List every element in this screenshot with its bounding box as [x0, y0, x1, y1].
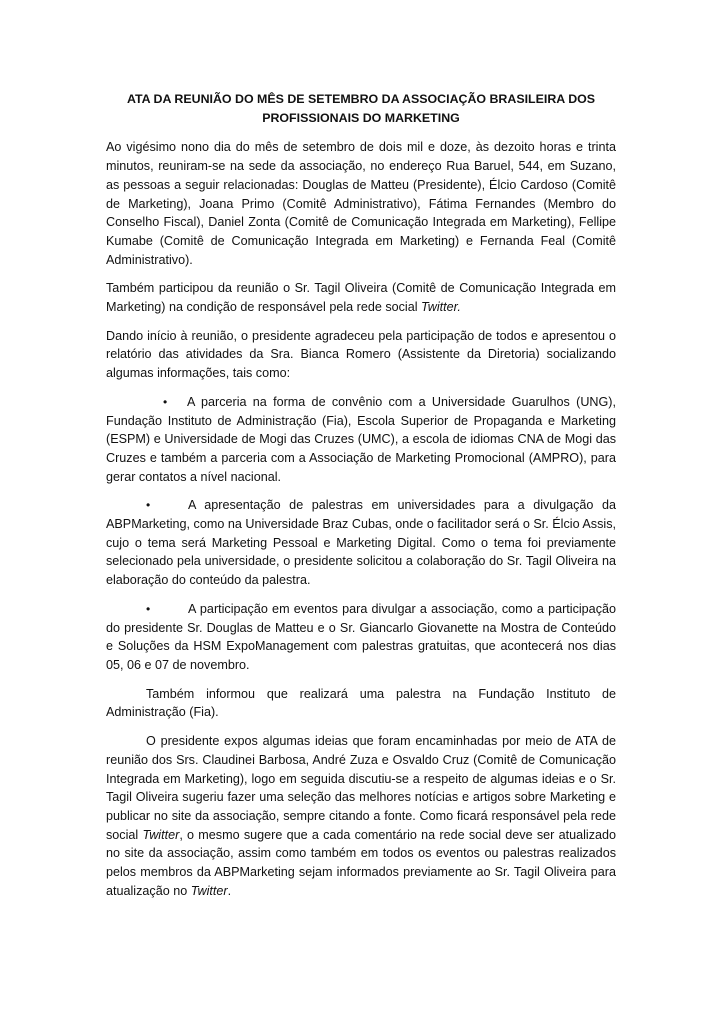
bullet-icon: •	[146, 498, 151, 513]
guest-paragraph	[106, 279, 616, 316]
document-title: ATA DA REUNIÃO DO MÊS DE SETEMBRO DA ASSOCIAÇÃO BRASILEIRA DOS PROFISSIONAIS DO MARKETING	[126, 92, 596, 125]
ideas-paragraph	[106, 732, 616, 900]
ideas-text-part2: , o mesmo sugere que a cada comentário na rede social deve ser atualizado no site da associação, assim como também em todos os eventos ou palestras realizados pelos membros da ABPMarketing sejam informados previamente ao Sr. Tagil Oliveira para atualização no	[106, 827, 616, 898]
opening-paragraph: Dando início à reunião, o presidente agradeceu pela participação de todos e apresentou o relatório das atividades da Sra. Bianca Romero (Assistente da Diretoria) socializando algumas informações, tais como:	[106, 328, 616, 381]
list-item-text: A parceria na forma de convênio com a Universidade Guarulhos (UNG), Fundação Instituto de Administração (Fia), Escola Superior de Propaganda e Marketing (ESPM) e Universidade de Mogi das Cruzes (UMC), a escola de idiomas CNA de Mogi das Cruzes e também a parceria com a Associação de Marketing Promocional (AMPRO), para gerar contatos a nível nacional.	[106, 394, 616, 484]
twitter-mention: Twitter.	[421, 300, 461, 315]
lecture-paragraph: Também informou que realizará uma palestra na Fundação Instituto de Administração (Fia).	[106, 686, 616, 720]
bullet-icon: •	[146, 601, 151, 616]
bullet-icon: •	[163, 394, 168, 409]
list-item	[106, 600, 616, 675]
list-item	[106, 393, 616, 487]
list-item-text: A apresentação de palestras em universidades para a divulgação da ABPMarketing, como na Universidade Braz Cubas, onde o facilitador será o Sr. Élcio Assis, cujo o tema será Marketing Pessoal e Marketing Digital. Como o tema foi previamente selecionado pela universidade, o presidente solicitou a colaboração do Sr. Tagil Oliveira na elaboração do conteúdo da palestra.	[106, 498, 616, 588]
ideas-text-part1: O presidente expos algumas ideias que foram encaminhadas por meio de ATA de reunião dos Srs. Claudinei Barbosa, André Zuza e Osvaldo Cruz (Comitê de Comunicação Integrada em Marketing), logo em seguida discutiu-se a respeito de algumas ideias e o Sr. Tagil Oliveira sugeriu fazer uma seleção das melhores notícias e artigos sobre Marketing e publicar no site da associação, sempre citando a fonte. Como ficará responsável pela rede social	[106, 734, 616, 842]
twitter-mention: Twitter	[190, 883, 228, 898]
guest-text: Também participou da reunião o Sr. Tagil Oliveira (Comitê de Comunicação Integrada em Marketing) na condição de responsável pela rede social	[106, 281, 616, 315]
ideas-text-end: .	[227, 883, 232, 898]
attendance-paragraph: Ao vigésimo nono dia do mês de setembro de dois mil e doze, às dezoito horas e trinta minutos, reuniram-se na sede da associação, no endereço Rua Baruel, 544, em Suzano, as pessoas a seguir relacionadas: Douglas de Matteu (Presidente), Élcio Cardoso (Comitê de Marketing), Joana Primo (Comitê Administrativo), Fátima Fernandes (Membro do Conselho Fiscal), Daniel Zonta (Comitê de Comunicação Integrada em Marketing), Fellipe Kumabe (Comitê de Comunicação Integrada em Marketing) e Fernanda Feal (Comitê Administrativo).	[106, 140, 616, 267]
twitter-mention: Twitter	[142, 827, 180, 842]
document-page	[106, 90, 616, 910]
list-item-text: A participação em eventos para divulgar a associação, como a participação do presidente Sr. Douglas de Matteu e o Sr. Giancarlo Giovanette na Mostra de Conteúdo e Soluções da HSM ExpoManagement com palestras gratuitas, que acontecerá nos dias 05, 06 e 07 de novembro.	[106, 601, 616, 672]
list-item	[106, 496, 616, 590]
